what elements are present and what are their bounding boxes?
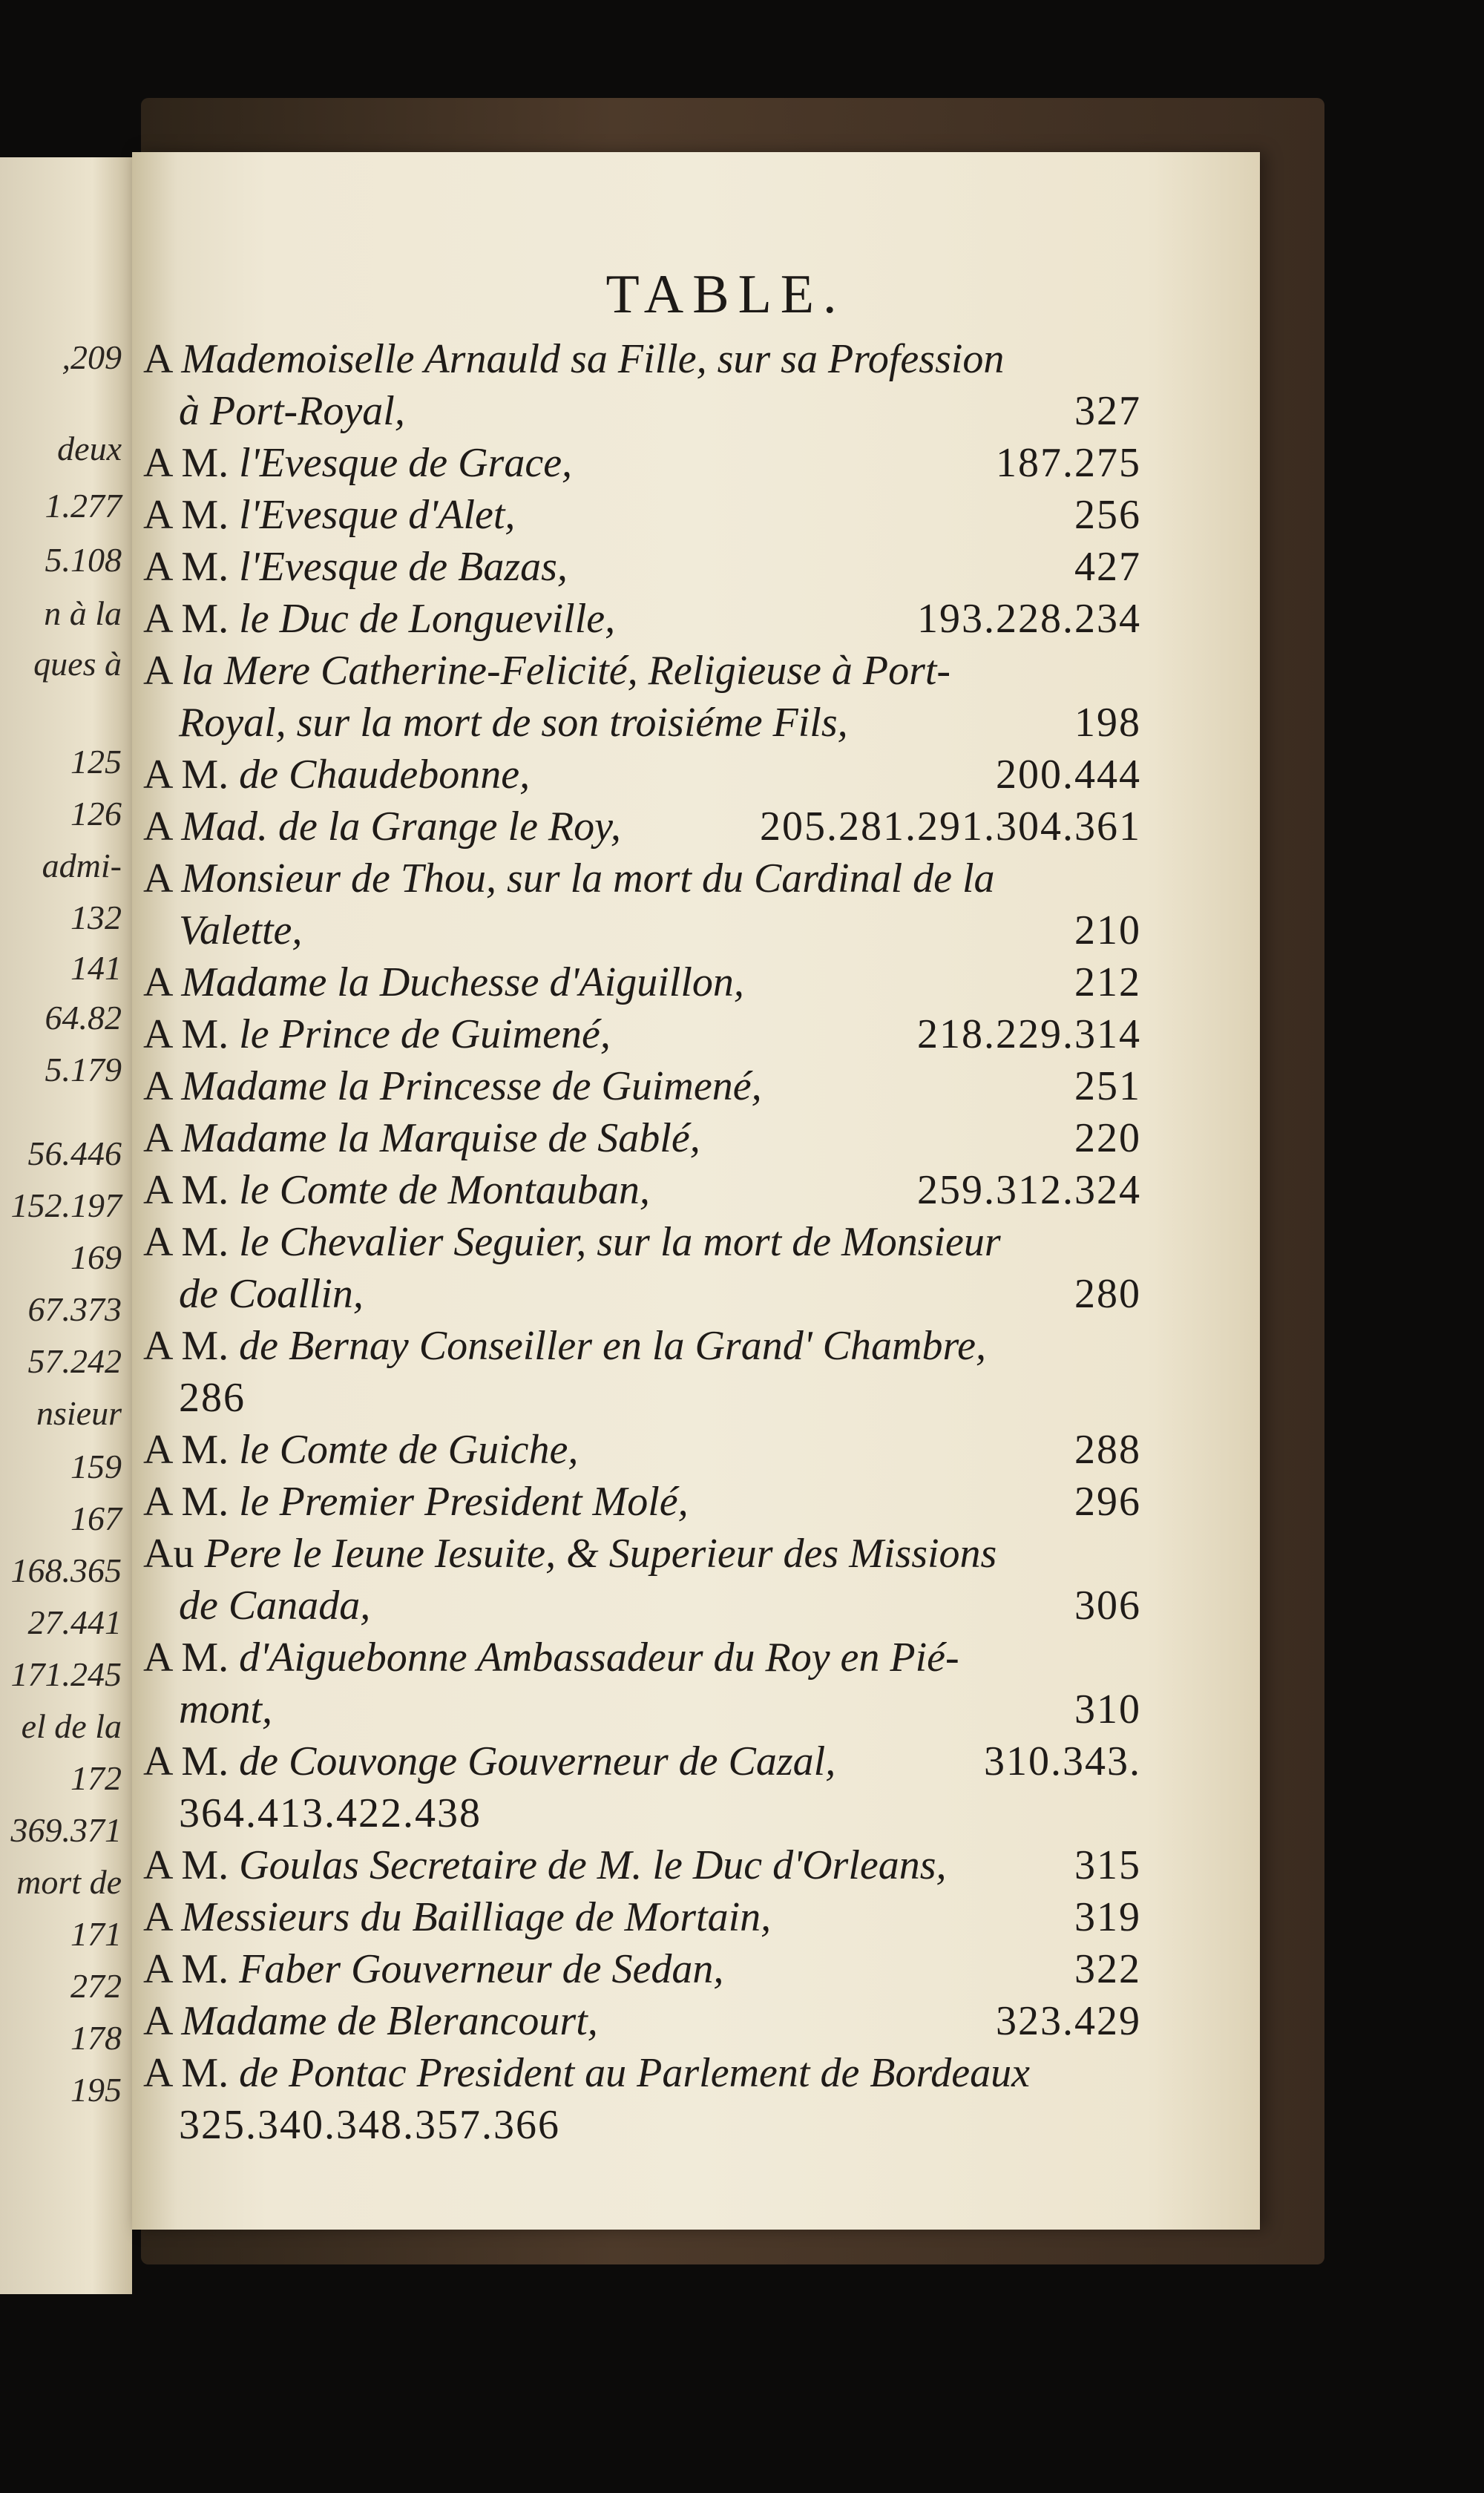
entry-text-continued: mont, bbox=[179, 1686, 272, 1732]
page-numbers: 280 bbox=[1074, 1271, 1141, 1317]
entry-line bbox=[143, 1008, 1141, 1060]
entry-line bbox=[143, 1476, 1141, 1528]
entry-lead: A bbox=[143, 959, 171, 1005]
entry-text: le Premier President Molé, bbox=[239, 1479, 689, 1525]
entry-text: Faber Gouverneur de Sedan, bbox=[239, 1946, 724, 1992]
entry-line bbox=[143, 1995, 1141, 2047]
page-numbers: 218.229.314 bbox=[917, 1011, 1141, 1057]
entry-lead: A M. bbox=[143, 1427, 229, 1473]
page-numbers: 193.228.234 bbox=[917, 596, 1141, 642]
entry-line bbox=[143, 1839, 1141, 1891]
entry-text: le Chevalier Seguier, sur la mort de Monsieur bbox=[239, 1219, 1001, 1265]
table-entry bbox=[143, 1528, 1141, 1632]
entry-lead: A M. bbox=[143, 1738, 229, 1784]
left-page-fragment: nsieur bbox=[36, 1394, 122, 1432]
left-page-fragment: 195 bbox=[70, 2071, 122, 2109]
entry-text: la Mere Catherine-Felicité, Religieuse à Port- bbox=[181, 648, 951, 694]
page-numbers: 210 bbox=[1074, 907, 1141, 953]
entry-text: de Bernay Conseiller en la Grand' Chambre, bbox=[239, 1323, 987, 1369]
entry-text: l'Evesque de Grace, bbox=[239, 440, 573, 486]
entry-text: de Couvonge Gouverneur de Cazal, bbox=[239, 1738, 836, 1784]
left-page-fragment: 369.371 bbox=[10, 1811, 122, 1849]
left-page-fragment: 167 bbox=[70, 1500, 122, 1537]
left-page-fragment: ques à bbox=[33, 645, 122, 683]
left-page-fragment: 152.197 bbox=[10, 1186, 122, 1224]
entry-line bbox=[143, 956, 1141, 1008]
entry-line bbox=[143, 1632, 1141, 1684]
entry-line bbox=[143, 801, 1141, 853]
entry-continuation bbox=[143, 1372, 1141, 1424]
entry-text: Madame la Duchesse d'Aiguillon, bbox=[181, 959, 744, 1005]
table-entries bbox=[143, 333, 1141, 2151]
table-entry bbox=[143, 437, 1141, 489]
table-entry bbox=[143, 1164, 1141, 1216]
entry-text-continued: 286 bbox=[179, 1375, 246, 1421]
entry-text: Monsieur de Thou, sur la mort du Cardinal de la bbox=[181, 855, 995, 901]
left-page-fragment: 5.108 bbox=[45, 541, 122, 579]
entry-line bbox=[143, 749, 1141, 801]
entry-continuation bbox=[143, 1268, 1141, 1320]
entry-lead: A M. bbox=[143, 492, 229, 538]
left-page-fragment: 171.245 bbox=[10, 1655, 122, 1693]
entry-lead: A M. bbox=[143, 1479, 229, 1525]
table-entry bbox=[143, 1060, 1141, 1112]
table-entry bbox=[143, 801, 1141, 853]
table-entry bbox=[143, 1112, 1141, 1164]
page-numbers: 212 bbox=[1074, 959, 1141, 1005]
page-numbers: 198 bbox=[1074, 700, 1141, 746]
left-page-fragment: 5.179 bbox=[45, 1051, 122, 1088]
entry-text: de Pontac President au Parlement de Bordeaux bbox=[239, 2050, 1030, 2096]
entry-continuation bbox=[143, 2099, 1141, 2151]
entry-text: Messieurs du Bailliage de Mortain, bbox=[181, 1894, 772, 1940]
entry-text: d'Aiguebonne Ambassadeur du Roy en Pié- bbox=[239, 1635, 959, 1681]
table-entry bbox=[143, 1476, 1141, 1528]
left-page-fragment: 132 bbox=[70, 899, 122, 936]
entry-line bbox=[143, 1528, 1141, 1580]
entry-lead: A M. bbox=[143, 544, 229, 590]
page-numbers: 200.444 bbox=[996, 752, 1141, 798]
table-entry bbox=[143, 593, 1141, 645]
entry-line bbox=[143, 645, 1141, 697]
entry-lead: A M. bbox=[143, 596, 229, 642]
left-page-fragment: 125 bbox=[70, 743, 122, 781]
entry-lead: A bbox=[143, 1115, 171, 1161]
left-page-fragment: 168.365 bbox=[10, 1551, 122, 1589]
entry-text: le Prince de Guimené, bbox=[239, 1011, 611, 1057]
left-page-fragment: ,209 bbox=[62, 338, 122, 376]
left-page-fragment: 64.82 bbox=[45, 999, 122, 1037]
left-page-fragment: 27.441 bbox=[27, 1603, 122, 1641]
entry-lead: A M. bbox=[143, 1219, 229, 1265]
entry-text: le Comte de Montauban, bbox=[239, 1167, 650, 1213]
entry-line bbox=[143, 1320, 1141, 1372]
left-page-fragment: admi- bbox=[42, 847, 122, 884]
page-numbers: 319 bbox=[1074, 1894, 1141, 1940]
entry-continuation bbox=[143, 1684, 1141, 1735]
entry-lead: A M. bbox=[143, 2050, 229, 2096]
entry-line bbox=[143, 593, 1141, 645]
entry-lead: A M. bbox=[143, 752, 229, 798]
entry-text-continued: 325.340.348.357.366 bbox=[179, 2102, 560, 2148]
entry-lead: A bbox=[143, 804, 171, 850]
entry-lead: A M. bbox=[143, 1946, 229, 1992]
left-page-fragment: 169 bbox=[70, 1238, 122, 1276]
table-entry bbox=[143, 645, 1141, 749]
entry-lead: A M. bbox=[143, 1167, 229, 1213]
left-page-fragment: 141 bbox=[70, 949, 122, 987]
page-numbers: 296 bbox=[1074, 1479, 1141, 1525]
entry-text: le Comte de Guiche, bbox=[239, 1427, 579, 1473]
entry-line bbox=[143, 437, 1141, 489]
entry-text-continued: à Port-Royal, bbox=[179, 388, 405, 434]
page-numbers: 205.281.291.304.361 bbox=[760, 804, 1141, 850]
entry-continuation bbox=[143, 385, 1141, 437]
entry-line bbox=[143, 1164, 1141, 1216]
entry-text: l'Evesque d'Alet, bbox=[239, 492, 516, 538]
entry-lead: A bbox=[143, 1998, 171, 2044]
left-page-fragment: n à la bbox=[44, 594, 122, 632]
entry-lead: A bbox=[143, 1894, 171, 1940]
page-numbers: 427 bbox=[1074, 544, 1141, 590]
entry-text: Mademoiselle Arnauld sa Fille, sur sa Profession bbox=[181, 336, 1005, 382]
entry-lead: A M. bbox=[143, 1011, 229, 1057]
table-entry bbox=[143, 1632, 1141, 1735]
entry-line bbox=[143, 1112, 1141, 1164]
entry-line bbox=[143, 1943, 1141, 1995]
entry-text: l'Evesque de Bazas, bbox=[239, 544, 568, 590]
table-entry bbox=[143, 1995, 1141, 2047]
entry-lead: A M. bbox=[143, 1635, 229, 1681]
entry-text-continued: 364.413.422.438 bbox=[179, 1790, 482, 1836]
page-numbers: 306 bbox=[1074, 1583, 1141, 1629]
entry-line bbox=[143, 1216, 1141, 1268]
table-entry bbox=[143, 853, 1141, 956]
table-entry bbox=[143, 1320, 1141, 1424]
table-entry bbox=[143, 2047, 1141, 2151]
entry-line bbox=[143, 489, 1141, 541]
entry-lead: A M. bbox=[143, 1842, 229, 1888]
left-page-fragment: 159 bbox=[70, 1448, 122, 1485]
entry-text: Goulas Secretaire de M. le Duc d'Orleans, bbox=[239, 1842, 947, 1888]
entry-line bbox=[143, 541, 1141, 593]
page-numbers: 220 bbox=[1074, 1115, 1141, 1161]
left-page-fragment: el de la bbox=[21, 1707, 122, 1745]
entry-line bbox=[143, 1424, 1141, 1476]
table-entry bbox=[143, 1008, 1141, 1060]
entry-continuation bbox=[143, 1580, 1141, 1632]
entry-lead: A bbox=[143, 648, 171, 694]
entry-text-continued: Valette, bbox=[179, 907, 303, 953]
left-page bbox=[0, 157, 132, 2294]
page-numbers: 187.275 bbox=[996, 440, 1141, 486]
table-entry bbox=[143, 541, 1141, 593]
entry-text-continued: de Coallin, bbox=[179, 1271, 364, 1317]
entry-line bbox=[143, 1891, 1141, 1943]
table-entry bbox=[143, 1424, 1141, 1476]
entry-lead: A bbox=[143, 855, 171, 901]
entry-line bbox=[143, 1060, 1141, 1112]
entry-text: le Duc de Longueville, bbox=[239, 596, 616, 642]
left-page-fragment: deux bbox=[57, 430, 122, 467]
page-numbers: 310.343. bbox=[984, 1738, 1141, 1784]
entry-text-continued: de Canada, bbox=[179, 1583, 371, 1629]
entry-text: Madame de Blerancourt, bbox=[181, 1998, 598, 2044]
table-entry bbox=[143, 1839, 1141, 1891]
entry-lead: Au bbox=[143, 1531, 194, 1577]
entry-line bbox=[143, 2047, 1141, 2099]
entry-line bbox=[143, 1735, 1141, 1787]
entry-lead: A M. bbox=[143, 440, 229, 486]
entry-text: Madame la Marquise de Sablé, bbox=[181, 1115, 700, 1161]
page-numbers: 323.429 bbox=[996, 1998, 1141, 2044]
entry-text: Madame la Princesse de Guimené, bbox=[181, 1063, 762, 1109]
table-entry bbox=[143, 1216, 1141, 1320]
page-numbers: 251 bbox=[1074, 1063, 1141, 1109]
entry-lead: A bbox=[143, 1063, 171, 1109]
entry-text: Pere le Ieune Iesuite, & Superieur des Missions bbox=[204, 1531, 997, 1577]
page-numbers: 315 bbox=[1074, 1842, 1141, 1888]
left-page-fragment: 67.373 bbox=[27, 1290, 122, 1328]
table-entry bbox=[143, 956, 1141, 1008]
entry-text: de Chaudebonne, bbox=[239, 752, 531, 798]
left-page-fragment: 272 bbox=[70, 1967, 122, 2005]
table-entry bbox=[143, 749, 1141, 801]
entry-continuation bbox=[143, 697, 1141, 749]
left-page-fragment: 1.277 bbox=[45, 487, 122, 525]
left-page-fragment: mort de bbox=[16, 1863, 122, 1901]
page-title: TABLE. bbox=[605, 264, 846, 325]
left-page-fragment: 172 bbox=[70, 1759, 122, 1797]
left-page-fragment: 178 bbox=[70, 2019, 122, 2057]
page-numbers: 310 bbox=[1074, 1686, 1141, 1732]
left-page-fragment: 171 bbox=[70, 1915, 122, 1953]
entry-line bbox=[143, 333, 1141, 385]
entry-continuation bbox=[143, 1787, 1141, 1839]
entry-text: Mad. de la Grange le Roy, bbox=[181, 804, 621, 850]
left-page-fragment: 126 bbox=[70, 795, 122, 832]
page-numbers: 322 bbox=[1074, 1946, 1141, 1992]
table-entry bbox=[143, 489, 1141, 541]
page-numbers: 259.312.324 bbox=[917, 1167, 1141, 1213]
page-numbers: 327 bbox=[1074, 388, 1141, 434]
left-page-fragment: 57.242 bbox=[27, 1342, 122, 1380]
page-numbers: 288 bbox=[1074, 1427, 1141, 1473]
entry-text-continued: Royal, sur la mort de son troisiéme Fils, bbox=[179, 700, 848, 746]
entry-line bbox=[143, 853, 1141, 904]
entry-lead: A M. bbox=[143, 1323, 229, 1369]
table-entry bbox=[143, 1735, 1141, 1839]
table-entry bbox=[143, 333, 1141, 437]
table-entry bbox=[143, 1891, 1141, 1943]
entry-continuation bbox=[143, 904, 1141, 956]
entry-lead: A bbox=[143, 336, 171, 382]
left-page-fragment: 56.446 bbox=[27, 1134, 122, 1172]
right-page bbox=[132, 152, 1260, 2230]
table-entry bbox=[143, 1943, 1141, 1995]
page-numbers: 256 bbox=[1074, 492, 1141, 538]
